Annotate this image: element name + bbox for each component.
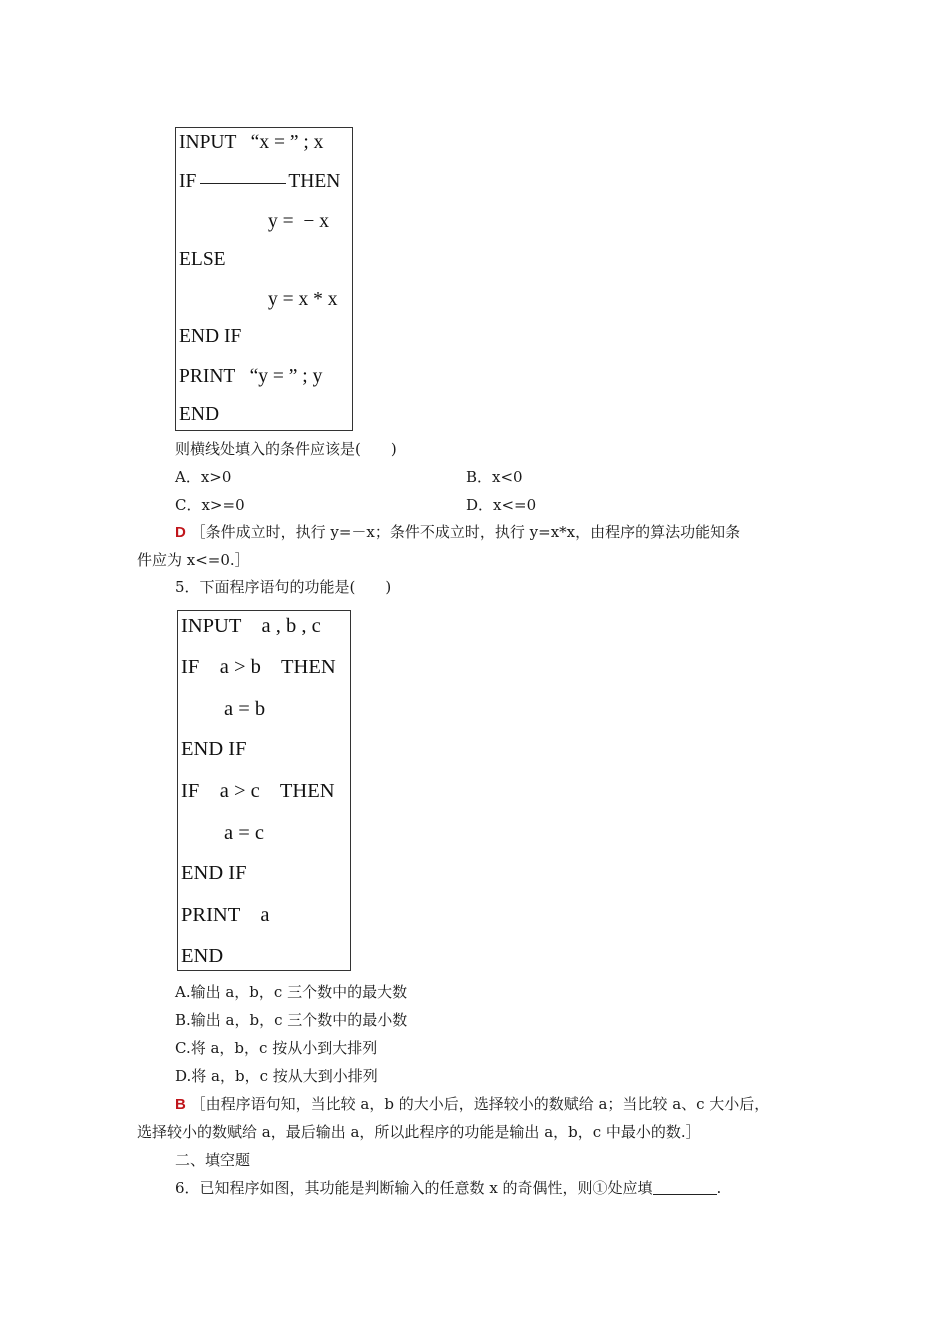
answer-line — [175, 1097, 769, 1112]
q6-stem: 6．已知程序如图，其功能是判断输入的任意数 x 的奇偶性，则①处应填 — [175, 1179, 653, 1197]
option-b: B．x<0 — [466, 468, 523, 486]
code-line — [179, 171, 340, 193]
code-line: END IF — [181, 738, 247, 760]
question-stem — [175, 1181, 721, 1196]
answer-letter: B — [175, 1096, 186, 1113]
answer-letter: D — [175, 524, 186, 541]
answer-line — [175, 525, 740, 540]
code-line: END IF — [181, 862, 247, 884]
option-c: C.将 a，b，c 按从小到大排列 — [175, 1039, 378, 1057]
code-line: IF a > c THEN — [181, 780, 335, 802]
question-stem: 则横线处填入的条件应该是( ) — [175, 440, 397, 458]
option-d: D.将 a，b，c 按从大到小排列 — [175, 1067, 378, 1085]
option-c: C．x>=0 — [175, 496, 245, 514]
code-keyword: THEN — [288, 171, 341, 192]
q6-end: . — [716, 1179, 722, 1197]
option-b: B.输出 a，b，c 三个数中的最小数 — [175, 1011, 408, 1029]
code-line: y = − x — [268, 211, 329, 232]
code-keyword: IF — [179, 171, 197, 192]
explanation-cont: 件应为 x<=0.］ — [137, 551, 250, 569]
program-box-q4 — [175, 127, 353, 431]
section-heading: 二、填空题 — [175, 1151, 251, 1169]
question-stem: 5．下面程序语句的功能是( ) — [175, 578, 392, 596]
code-line: INPUT a , b , c — [181, 615, 321, 637]
explanation: ［由程序语句知，当比较 a，b 的大小后，选择较小的数赋给 a；当比较 a、c 大小后， — [190, 1095, 770, 1113]
option-a: A.输出 a，b，c 三个数中的最大数 — [175, 983, 408, 1001]
answer-blank — [653, 1193, 717, 1195]
code-line: a = c — [224, 822, 265, 844]
code-line: INPUT “x = ” ; x — [179, 132, 324, 153]
code-line: ELSE — [179, 249, 226, 270]
code-line: y = x * x — [268, 289, 338, 310]
code-line: IF a > b THEN — [181, 656, 336, 678]
code-line: END — [181, 945, 224, 967]
program-box-q5 — [177, 610, 351, 971]
code-line: END IF — [179, 326, 242, 347]
code-line: a = b — [224, 698, 266, 720]
code-line: END — [179, 404, 220, 425]
option-a: A．x>0 — [175, 468, 232, 486]
option-d: D．x<=0 — [466, 496, 537, 514]
code-line: PRINT “y = ” ; y — [179, 366, 323, 387]
explanation: ［条件成立时，执行 y=－x；条件不成立时，执行 y=x*x，由程序的算法功能知条 — [190, 523, 741, 541]
condition-blank — [200, 182, 286, 184]
code-line: PRINT a — [181, 904, 270, 926]
explanation-cont: 选择较小的数赋给 a，最后输出 a，所以此程序的功能是输出 a，b，c 中最小的数.］ — [137, 1123, 701, 1141]
